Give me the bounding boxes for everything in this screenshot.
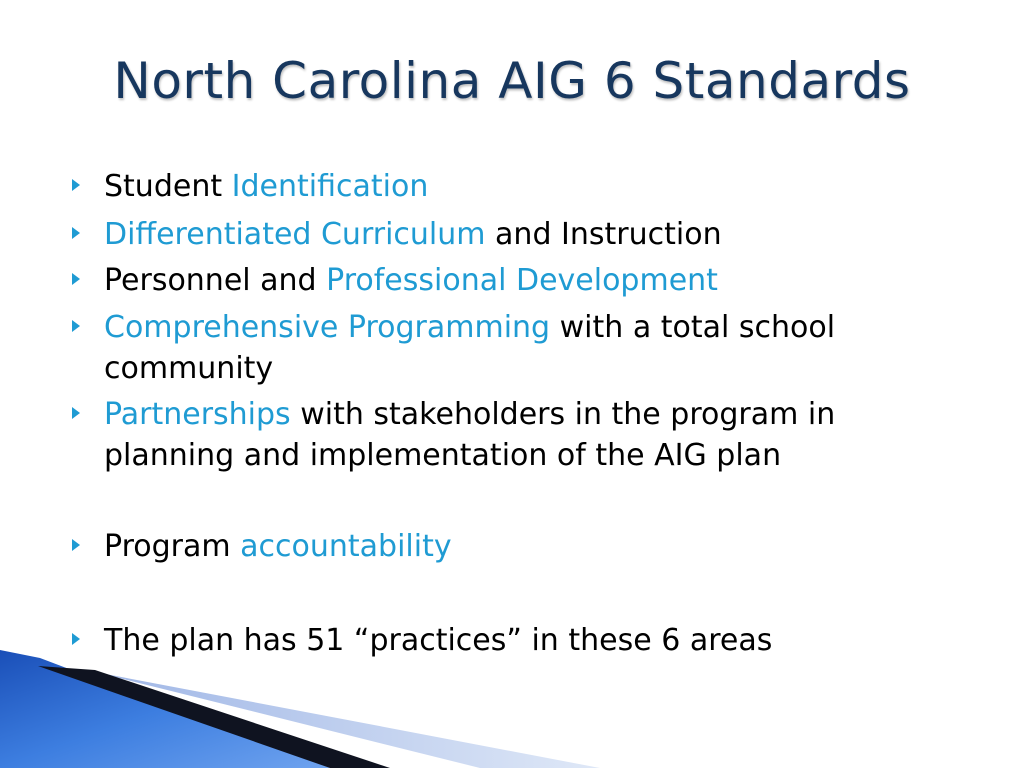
bullet-text-part: and Instruction <box>485 217 722 252</box>
bullet-arrow-icon <box>72 273 80 285</box>
bullet-highlight: Identification <box>231 169 429 204</box>
bullet-arrow-icon <box>72 539 80 551</box>
bullet-text <box>104 260 944 301</box>
bullet-highlight: Partnerships <box>104 397 291 432</box>
bullet-highlight: Professional Development <box>326 263 718 298</box>
bullet-arrow-icon <box>72 320 80 332</box>
bullet-text-part: The plan has 51 “practices” in these 6 areas <box>104 623 773 658</box>
bullet-text <box>104 307 944 389</box>
bullet-text-part: Personnel and <box>104 263 327 298</box>
slide-title: North Carolina AIG 6 Standards <box>113 52 911 110</box>
bullet-highlight: accountability <box>240 529 452 564</box>
bullet-text-part: Program <box>104 529 241 564</box>
bullet-text <box>104 214 944 255</box>
bullet-arrow-icon <box>72 227 80 239</box>
bullet-text <box>104 166 944 207</box>
bullet-text-part: with a total school community <box>104 310 836 386</box>
corner-swoosh-decoration <box>0 640 1024 768</box>
bullet-highlight: Differentiated Curriculum <box>104 217 486 252</box>
bullet-text <box>104 526 944 567</box>
bullet-arrow-icon <box>72 407 80 419</box>
bullet-text <box>104 394 944 476</box>
bullet-arrow-icon <box>72 179 80 191</box>
bullet-highlight: Comprehensive Programming <box>104 310 551 345</box>
bullet-text-part: Student <box>104 169 232 204</box>
bullet-text-part: with stakeholders in the program in planning and implementation of the AIG plan <box>104 397 836 473</box>
